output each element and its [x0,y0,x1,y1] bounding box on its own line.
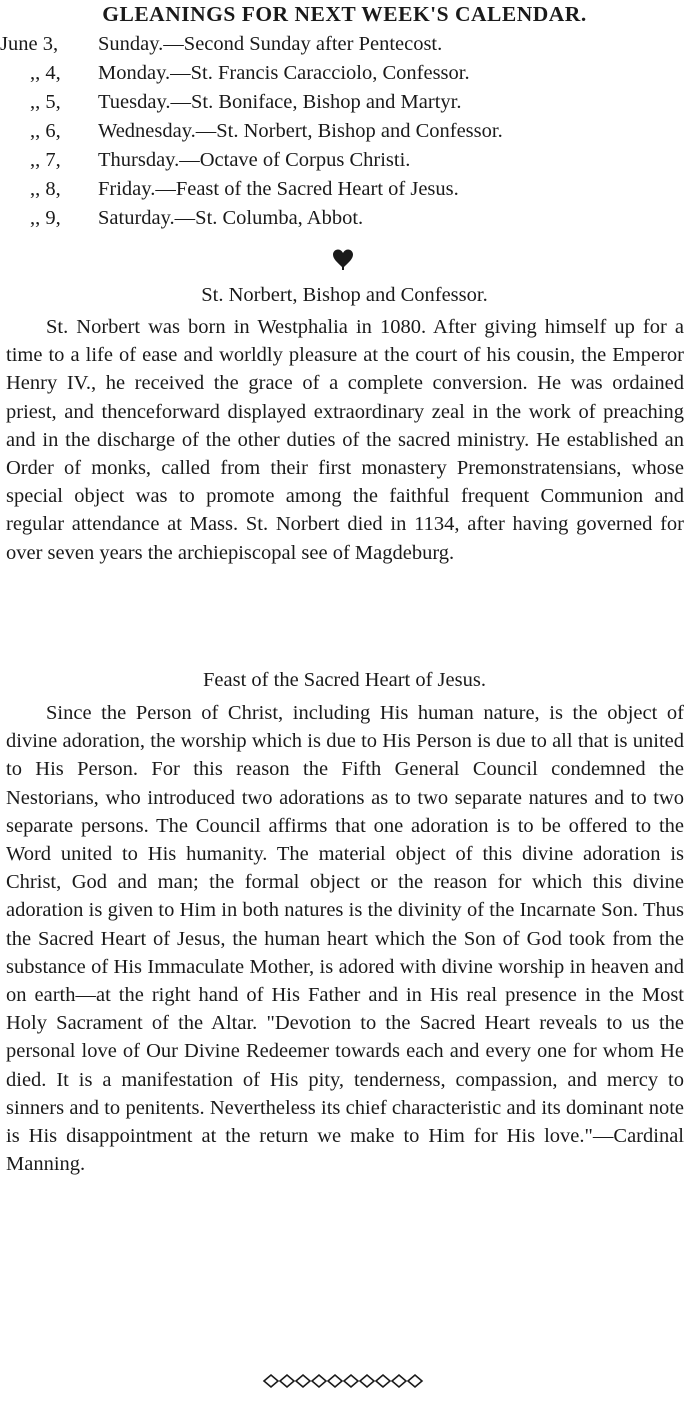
calendar-text: Friday.—Feast of the Sacred Heart of Jesus. [98,178,459,200]
calendar-text: Tuesday.—St. Boniface, Bishop and Martyr. [98,91,462,113]
section-title-sacred-heart: Feast of the Sacred Heart of Jesus. [203,669,486,691]
calendar-entry [0,178,459,208]
calendar-date: ,, 4, [30,62,61,84]
calendar-text: Thursday.—Octave of Corpus Christi. [98,149,411,171]
calendar-date: ,, 5, [30,91,61,113]
calendar-date: ,, 6, [30,120,61,142]
section-body-sacred-heart [6,699,684,1178]
calendar-text: Monday.—St. Francis Caracciolo, Confessor. [98,62,470,84]
calendar-entry [0,33,442,63]
calendar-entry [0,207,363,237]
paragraph: St. Norbert was born in Westphalia in 1080. After giving himself up for a time to a life of ease and worldly pleasure at the court of his cousin, the Emperor Henry IV., he received the grace of a complete conversion. He was ordained priest, and thenceforward displayed extraordinary zeal in the work of preaching and in the discharge of the other duties of the sacred ministry. He established an Order of monks, called from their first monastery Premonstratensians, whose special object was to promote among the faithful frequent Communion and regular attendance at Mass. St. Norbert died in 1134, after having governed for over seven years the archiepiscopal see of Magdeburg. [6,316,684,564]
heart-ornament-icon [331,247,355,271]
calendar-entry [0,62,470,92]
calendar-entry [0,149,410,179]
calendar-text: Wednesday.—St. Norbert, Bishop and Confessor. [98,120,503,142]
calendar-date: ,, 9, [30,207,61,229]
calendar-date: ,, 8, [30,178,61,200]
section-title-norbert: St. Norbert, Bishop and Confessor. [201,284,488,306]
calendar-date: ,, 7, [30,149,61,171]
calendar-heading: GLEANINGS FOR NEXT WEEK'S CALENDAR. [102,2,587,26]
diamond-chain-ornament-icon [262,1371,432,1391]
calendar-text: Sunday.—Second Sunday after Pentecost. [98,33,443,55]
calendar-date: June 3, [0,33,59,55]
calendar-entry [0,91,461,121]
section-body-norbert [6,313,684,567]
calendar-text: Saturday.—St. Columba, Abbot. [98,207,364,229]
calendar-entry [0,120,503,150]
paragraph: Since the Person of Christ, including His human nature, is the object of divine adoration, the worship which is due to His Person is due to all that is united to His Person. For this reason the Fifth General Council condemned the Nestorians, who introduced two adorations as to two separate natures and to two separate persons. The Council affirms that one adoration is to be offered to the Word united to His humanity. The material object of this divine adoration is Christ, God and man; the formal object or the reason for which this divine adoration is given to Him in both natures is the divinity of the Incarnate Son. Thus the Sacred Heart of Jesus, the human heart which the Son of God took from the substance of His Immaculate Mother, is adored with divine worship in heaven and on earth—at the right hand of His Father and in His real presence in the Most Holy Sacrament of the Altar. "Devotion to the Sacred Heart reveals to us the personal love of Our Divine Redeemer towards each and every one for whom He died. It is a manifestation of His pity, tenderness, compassion, and mercy to sinners and to penitents. Nevertheless its chief characteristic and its dominant note is His disappointment at the return we make to Him for His love."—Cardinal Manning. [6,702,684,1176]
